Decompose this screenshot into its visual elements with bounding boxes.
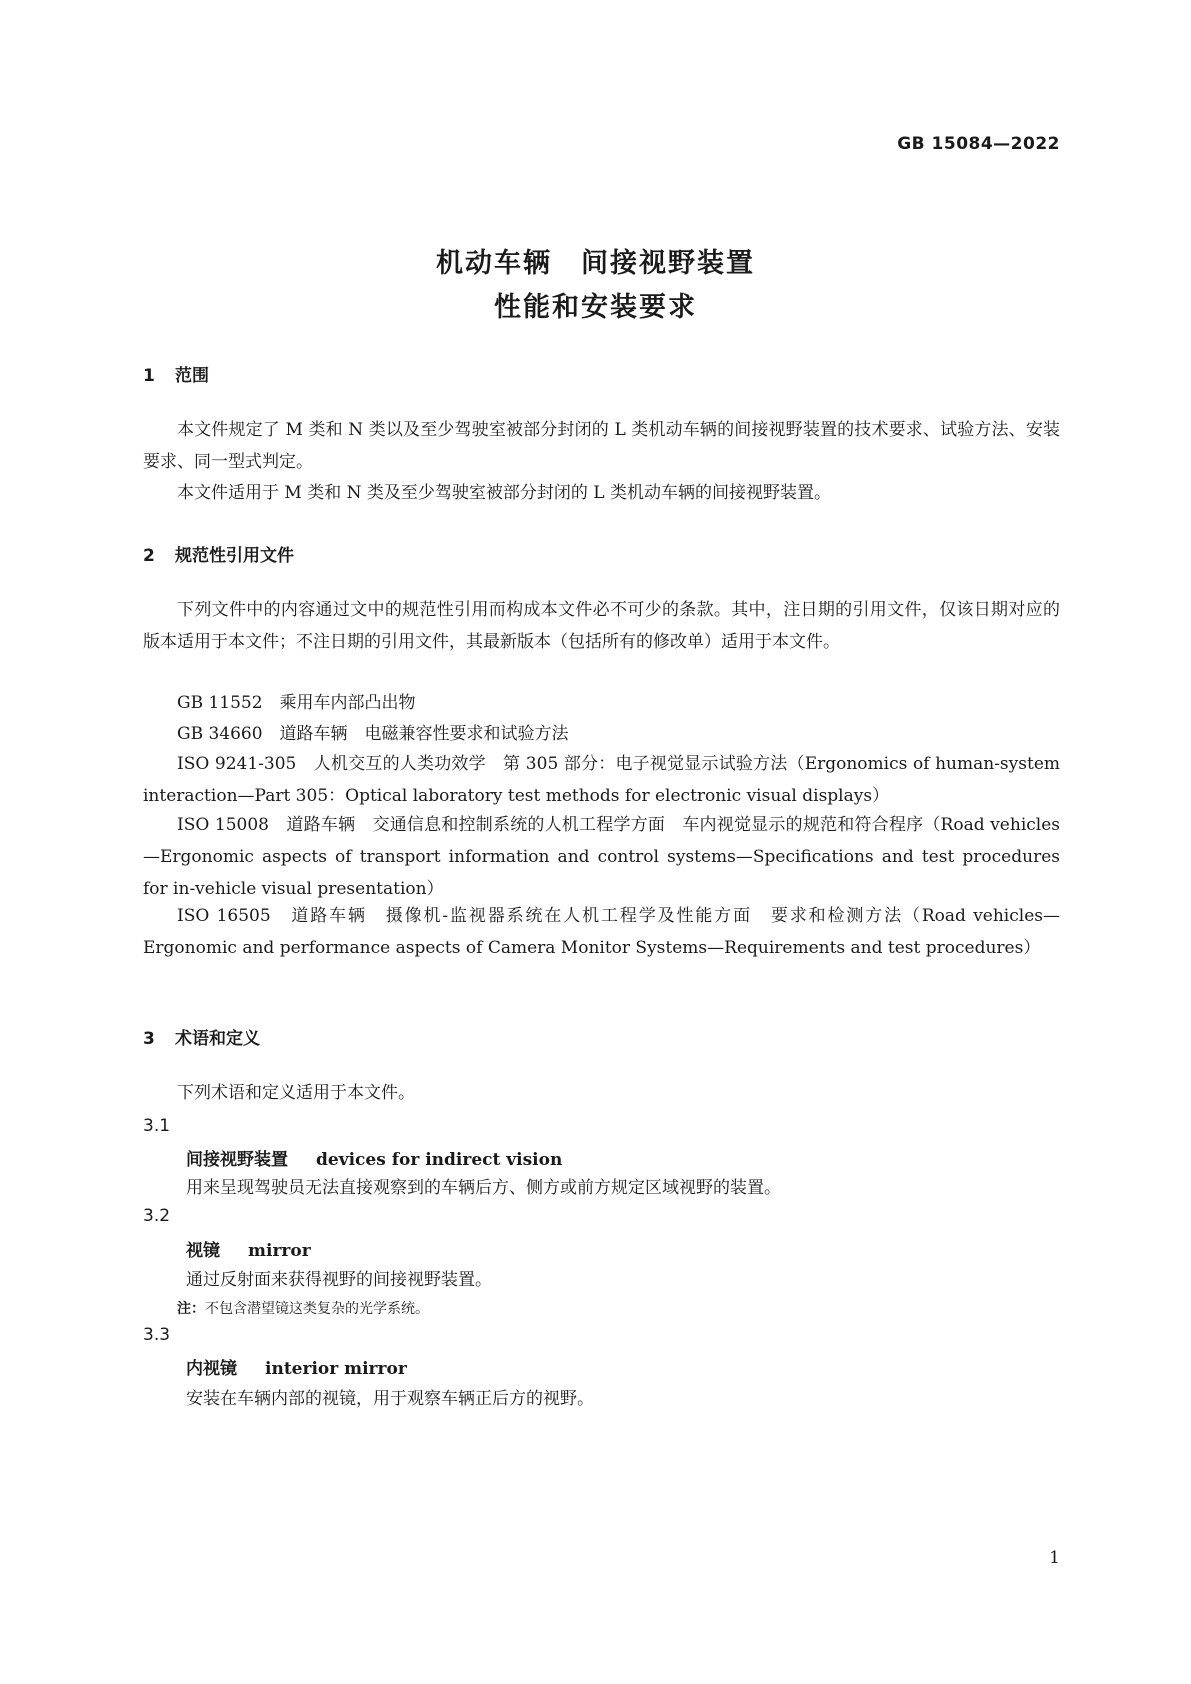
document-title-line-1: 机动车辆 间接视野装置 xyxy=(436,248,755,279)
note-label: 注： xyxy=(177,1301,205,1317)
reference-item: GB 34660 道路车辆 电磁兼容性要求和试验方法 xyxy=(177,724,569,744)
reference-item: ISO 16505 道路车辆 摄像机-监视器系统在人机工程学及性能方面 要求和检测方法（Road vehicles—Ergonomic and performance aspects of Camera Monitor Systems—Requirements and test procedures） xyxy=(143,906,1060,958)
reference-item: GB 11552 乘用车内部凸出物 xyxy=(177,693,416,713)
term-zh: 内视镜 xyxy=(186,1359,237,1379)
paragraph: 下列文件中的内容通过文中的规范性引用而构成本文件必不可少的条款。其中，注日期的引用文件，仅该日期对应的版本适用于本文件；不注日期的引用文件，其最新版本（包括所有的修改单）适用于本文件。 xyxy=(143,600,1060,652)
section-heading-scope xyxy=(143,361,209,386)
section-title: 规范性引用文件 xyxy=(175,546,294,566)
section-title: 范围 xyxy=(175,366,209,386)
reference-item: ISO 15008 道路车辆 交通信息和控制系统的人机工程学方面 车内视觉显示的规范和符合程序（Road vehicles—Ergonomic aspects of transport information and control systems—Specifications and test procedures for in-vehicle visual presentation） xyxy=(143,815,1060,899)
term-en: mirror xyxy=(248,1241,311,1261)
section-number: 2 xyxy=(143,546,155,566)
page-number: 1 xyxy=(1049,1548,1060,1568)
paragraph: 本文件适用于 M 类和 N 类及至少驾驶室被部分封闭的 L 类机动车辆的间接视野装置。 xyxy=(177,483,831,503)
term-en: devices for indirect vision xyxy=(316,1150,563,1170)
section-number: 3 xyxy=(143,1029,155,1049)
term-definition: 通过反射面来获得视野的间接视野装置。 xyxy=(186,1270,492,1290)
section-heading-normative-references xyxy=(143,541,294,566)
document-title-line-2: 性能和安装要求 xyxy=(494,292,697,323)
term-number: 3.2 xyxy=(143,1206,171,1226)
term-zh: 视镜 xyxy=(186,1241,220,1261)
paragraph: 下列术语和定义适用于本文件。 xyxy=(177,1083,415,1103)
reference-item: ISO 9241-305 人机交互的人类功效学 第 305 部分：电子视觉显示试验方法（Ergonomics of human-system interaction—Part 305：Optical laboratory test methods for electronic visual displays） xyxy=(143,754,1060,806)
term-number: 3.3 xyxy=(143,1325,171,1345)
term-heading xyxy=(186,1354,407,1379)
paragraph: 本文件规定了 M 类和 N 类以及至少驾驶室被部分封闭的 L 类机动车辆的间接视野装置的技术要求、试验方法、安装要求、同一型式判定。 xyxy=(143,420,1060,472)
term-number: 3.1 xyxy=(143,1116,171,1136)
term-heading xyxy=(186,1236,311,1261)
section-heading-terms-definitions xyxy=(143,1024,260,1049)
standard-code: GB 15084—2022 xyxy=(897,134,1060,154)
term-en: interior mirror xyxy=(265,1359,407,1379)
term-heading xyxy=(186,1145,562,1170)
note-text: 不包含潜望镜这类复杂的光学系统。 xyxy=(205,1301,429,1317)
term-note xyxy=(177,1298,429,1318)
section-title: 术语和定义 xyxy=(175,1029,260,1049)
section-number: 1 xyxy=(143,366,155,386)
term-zh: 间接视野装置 xyxy=(186,1150,288,1170)
term-definition: 安装在车辆内部的视镜，用于观察车辆正后方的视野。 xyxy=(186,1389,594,1409)
term-definition: 用来呈现驾驶员无法直接观察到的车辆后方、侧方或前方规定区域视野的装置。 xyxy=(186,1178,781,1198)
